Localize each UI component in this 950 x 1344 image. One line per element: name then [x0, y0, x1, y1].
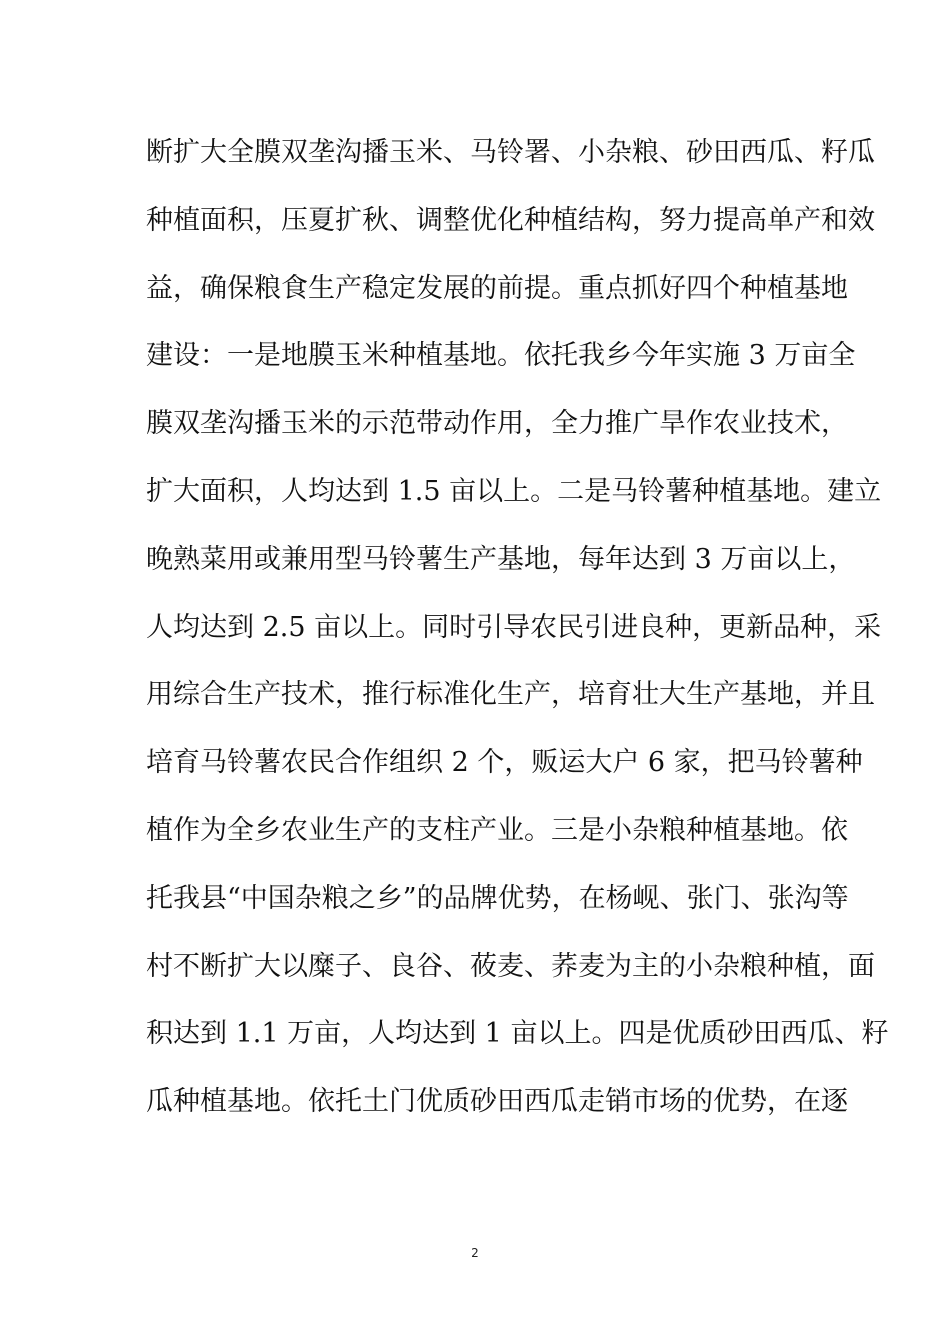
body-text: [146, 128, 889, 1145]
text-line: 用综合生产技术，推行标准化生产，培育壮大生产基地，并且: [146, 679, 875, 711]
text-line: 人均达到 2.5 亩以上。同时引导农民引进良种，更新品种，采: [146, 611, 882, 643]
page-number: 2: [471, 1246, 479, 1260]
text-line: 膜双垄沟播玉米的示范带动作用，全力推广旱作农业技术，: [146, 408, 848, 440]
text-line: 种植面积，压夏扩秋、调整优化种植结构，努力提高单产和效: [146, 204, 875, 236]
text-line: 晚熟菜用或兼用型马铃薯生产基地，每年达到 3 万亩以上，: [146, 543, 856, 575]
text-line: 托我县“中国杂粮之乡”的品牌优势，在杨岘、张门、张沟等: [146, 882, 849, 914]
text-line: 植作为全乡农业生产的支柱产业。三是小杂粮种植基地。依: [146, 814, 848, 846]
text-line: 益，确保粮食生产稳定发展的前提。重点抓好四个种植基地: [146, 272, 848, 304]
text-line: 断扩大全膜双垄沟播玉米、马铃署、小杂粮、砂田西瓜、籽瓜: [146, 137, 875, 168]
text-line: 扩大面积，人均达到 1.5 亩以上。二是马铃薯种植基地。建立: [146, 475, 882, 507]
text-line: 瓜种植基地。依托土门优质砂田西瓜走销市场的优势，在逐: [146, 1086, 848, 1118]
text-line: 积达到 1.1 万亩，人均达到 1 亩以上。四是优质砂田西瓜、籽: [146, 1018, 889, 1050]
text-line: 培育马铃薯农民合作组织 2 个，贩运大户 6 家，把马铃薯种: [146, 747, 863, 779]
text-line: 建设：一是地膜玉米种植基地。依托我乡今年实施 3 万亩全: [146, 340, 856, 372]
text-line: 村不断扩大以糜子、良谷、莜麦、荞麦为主的小杂粮种植，面: [146, 950, 875, 982]
